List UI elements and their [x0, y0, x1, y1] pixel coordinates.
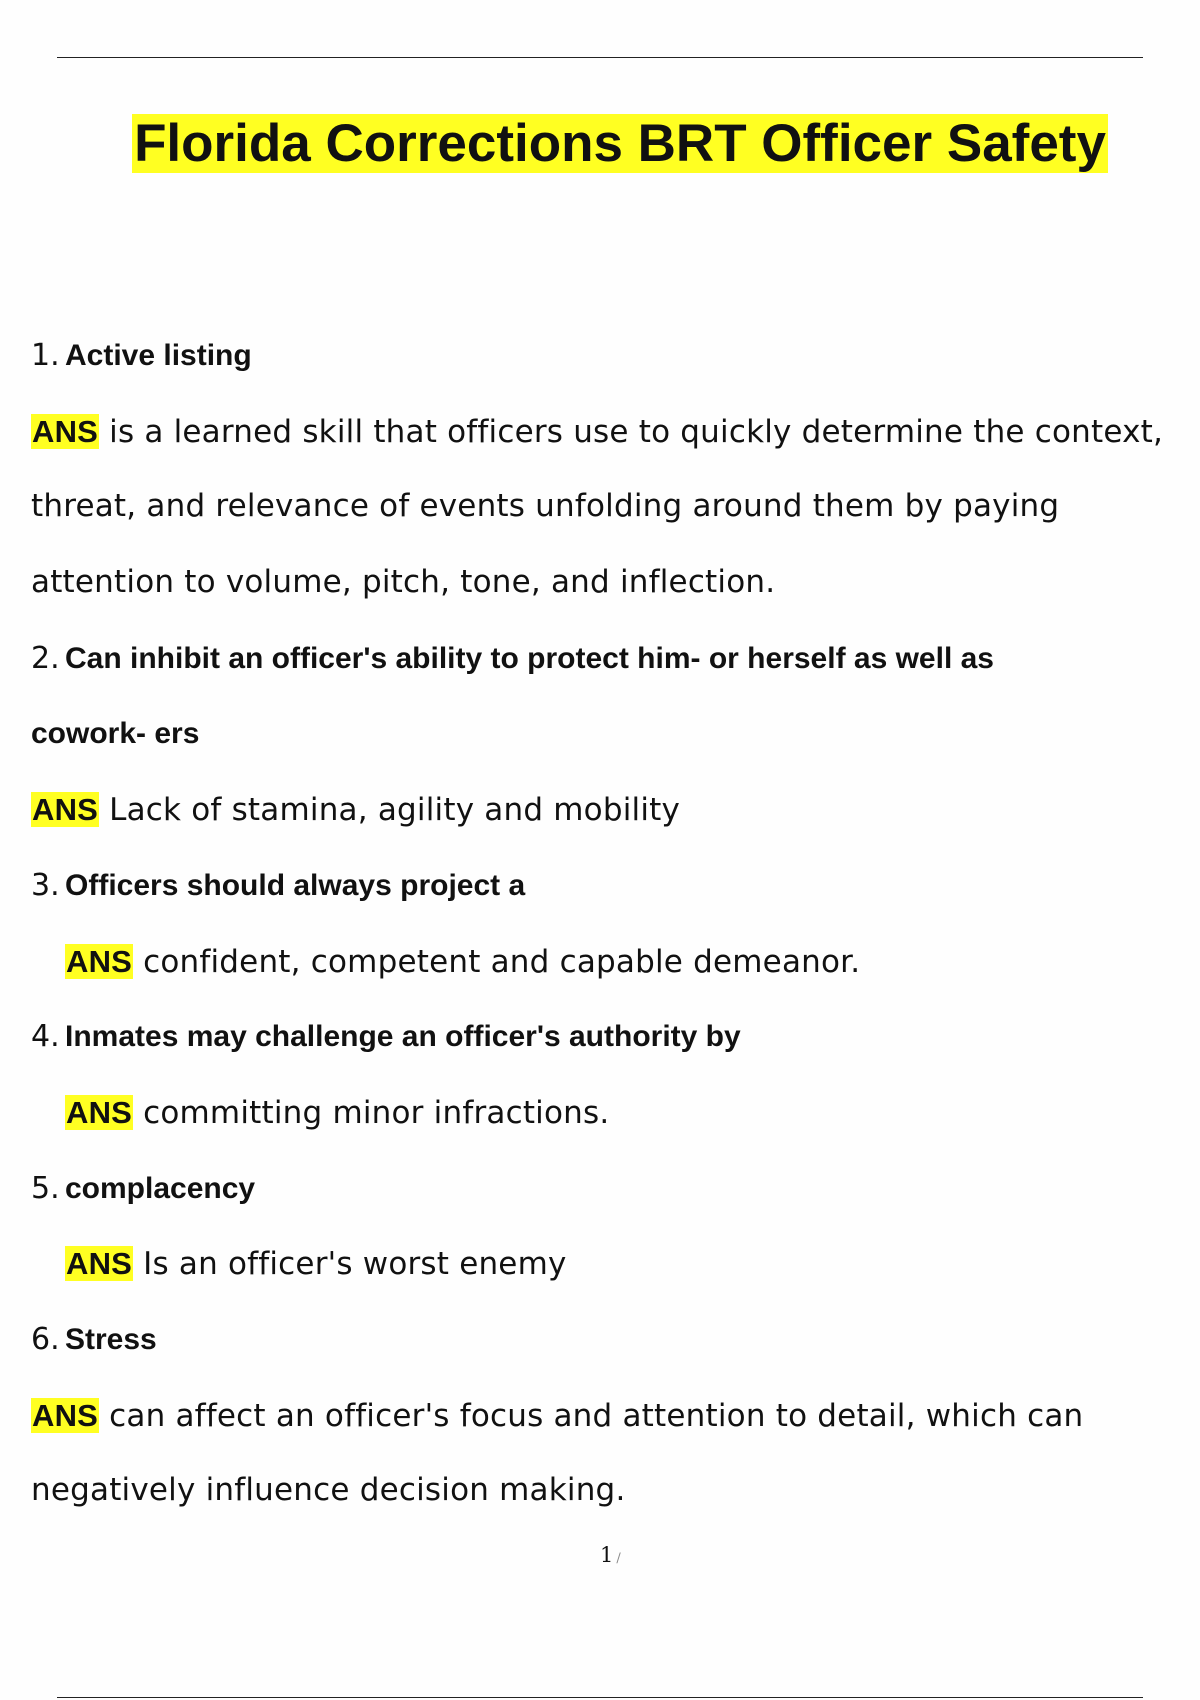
page-number-value: 1	[600, 1543, 614, 1567]
qa-item	[31, 1151, 1200, 1302]
question-number: 5.	[31, 1170, 60, 1206]
answer-line	[31, 545, 1200, 621]
answer-text: attention to volume, pitch, tone, and inflection.	[31, 564, 776, 601]
question-line	[31, 621, 1200, 697]
answer-line	[31, 394, 1200, 470]
answer-line	[31, 924, 1200, 1000]
document-title	[0, 110, 1200, 178]
question-number: 1.	[31, 338, 60, 373]
question-line	[31, 848, 1200, 924]
question-line	[31, 1151, 1200, 1227]
answer-line	[31, 469, 1200, 545]
answer-line	[31, 1453, 1200, 1529]
question-line	[31, 1302, 1200, 1378]
question-number: 4.	[31, 1019, 60, 1055]
question-text: Inmates may challenge an officer's authority by	[65, 1020, 741, 1054]
qa-item	[31, 318, 1200, 621]
answer-text: Lack of stamina, agility and mobility	[109, 792, 681, 829]
question-line	[31, 999, 1200, 1075]
answer-label: ANS	[32, 792, 99, 828]
qa-item	[31, 999, 1200, 1150]
bottom-rule	[57, 1697, 1143, 1698]
answer-text: committing minor infractions.	[143, 1094, 610, 1131]
answer-label: ANS	[66, 943, 133, 979]
question-number: 6.	[31, 1321, 60, 1357]
answer-label: ANS	[66, 1094, 133, 1130]
question-text: Stress	[65, 1322, 157, 1356]
qa-item	[31, 621, 1200, 848]
question-line	[31, 696, 1200, 772]
answer-text: negatively influence decision making.	[31, 1472, 626, 1509]
answer-text: can affect an officer's focus and attention to detail, which can	[109, 1397, 1084, 1434]
page-number	[600, 1540, 621, 1574]
question-line	[31, 318, 1200, 394]
question-text: Active listing	[65, 339, 252, 372]
top-rule	[57, 57, 1143, 58]
answer-label: ANS	[66, 1246, 133, 1282]
question-text: complacency	[65, 1171, 256, 1205]
qa-list	[31, 318, 1200, 1529]
answer-line	[31, 772, 1200, 848]
answer-line	[31, 1226, 1200, 1302]
answer-line	[31, 1378, 1200, 1454]
document-title-text: Florida Corrections BRT Officer Safety	[134, 114, 1106, 173]
question-text: Can inhibit an officer's ability to protect him- or herself as well as	[65, 641, 994, 675]
question-text: Officers should always project a	[65, 868, 526, 902]
question-number: 2.	[31, 640, 60, 676]
answer-text: Is an officer's worst enemy	[143, 1246, 567, 1283]
answer-label: ANS	[32, 413, 99, 449]
qa-item	[31, 1302, 1200, 1529]
answer-text: confident, competent and capable demeanor.	[143, 943, 861, 980]
answer-text: threat, and relevance of events unfolding around them by paying	[31, 488, 1060, 525]
question-text: cowork- ers	[31, 717, 200, 751]
page-number-suffix: /	[616, 1551, 621, 1566]
answer-text: is a learned skill that officers use to quickly determine the context,	[109, 413, 1164, 450]
answer-line	[31, 1075, 1200, 1151]
answer-label: ANS	[32, 1397, 99, 1433]
question-number: 3.	[31, 867, 60, 903]
qa-item	[31, 848, 1200, 999]
